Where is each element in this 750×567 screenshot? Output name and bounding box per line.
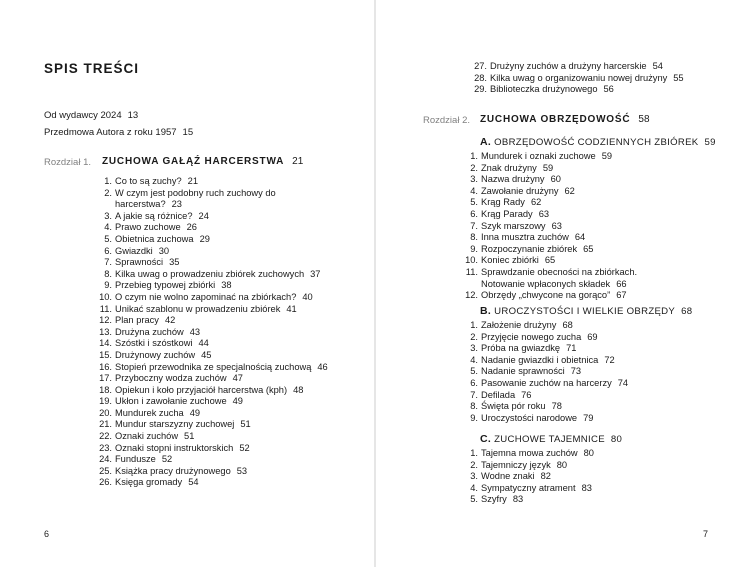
entry-number: 21.	[99, 419, 112, 430]
toc-entry[interactable]	[458, 151, 637, 163]
entry-number: 10.	[99, 291, 112, 302]
toc-entry[interactable]	[458, 494, 594, 506]
entry-page: 55	[673, 72, 684, 83]
entry-text: Tajemniczy język	[481, 459, 551, 470]
entry-number: 4.	[470, 185, 478, 196]
section-heading[interactable]	[480, 305, 692, 317]
toc-entry[interactable]	[458, 343, 628, 355]
entry-page: 51	[184, 431, 195, 442]
chapter-label: Rozdział 2.	[423, 115, 470, 126]
entry-text: Mundurek i oznaki zuchowe	[481, 151, 596, 161]
section-page: 80	[610, 434, 623, 445]
entry-number: 28.	[474, 72, 487, 83]
entry-text: Sprawdzanie obecności na zbiórkach.	[481, 266, 638, 277]
entry-page: 59	[601, 151, 613, 161]
toc-entry[interactable]	[458, 320, 628, 332]
toc-entry[interactable]	[458, 267, 637, 290]
entry-text: O czym nie wolno zapominać na zbiórkach?	[115, 291, 297, 302]
entry-text: Sprawności	[115, 257, 164, 268]
entry-text: Oznaki stopni instruktorskich	[115, 442, 234, 453]
entry-text: Próba na gwiazdkę	[481, 343, 561, 354]
entry-number: 1.	[470, 151, 478, 161]
entry-number: 24.	[99, 454, 112, 465]
section-heading[interactable]	[480, 433, 622, 445]
entry-text: Stopień przewodnika ze specjalnością zuchową	[115, 361, 312, 372]
chapter-title: ZUCHOWA GAŁĄŹ HARCERSTWA	[102, 156, 285, 167]
entry-number: 2.	[470, 331, 478, 342]
entry-page: 66	[616, 278, 627, 289]
left-page	[0, 0, 374, 567]
page-number: 6	[44, 529, 50, 539]
chapter-label: Rozdział 1.	[44, 157, 91, 168]
entry-page: 48	[293, 384, 304, 395]
entry-number: 29.	[474, 84, 487, 95]
entry-page: 47	[232, 373, 243, 384]
entry-text: Krąg Parady	[481, 208, 533, 219]
entry-text: Książka pracy drużynowego	[115, 465, 231, 476]
entry-number: 20.	[99, 407, 112, 418]
entry-number: 8.	[470, 401, 478, 412]
entry-page: 42	[164, 315, 176, 326]
toc-entry[interactable]	[92, 315, 328, 327]
entry-text: Nadanie sprawności	[481, 366, 565, 377]
section-letter: A.	[480, 136, 492, 148]
entry-text: Uroczystości narodowe	[481, 412, 578, 423]
entry-text: Fundusze	[115, 454, 156, 465]
entry-page: 29	[199, 233, 210, 244]
entry-text: A jakie są różnice?	[115, 210, 193, 221]
chapter-heading[interactable]	[480, 114, 650, 125]
entry-text: Sympatyczny atrament	[481, 482, 576, 493]
entry-number: 9.	[104, 280, 112, 291]
toc-entry-front-matter[interactable]	[44, 127, 193, 138]
toc-entry[interactable]	[92, 396, 328, 408]
entry-number: 5.	[470, 494, 478, 505]
section-title: UROCZYSTOŚCI I WIELKIE OBRZĘDY	[494, 306, 676, 317]
toc-entry[interactable]	[92, 350, 328, 362]
toc-entry[interactable]	[458, 244, 637, 256]
entry-number: 3.	[470, 471, 478, 482]
entry-page: 54	[652, 61, 663, 71]
entry-page: 80	[583, 448, 594, 458]
entry-text: Mundur starszyzny zuchowej	[115, 419, 235, 430]
toc-entry[interactable]	[92, 234, 328, 246]
section-page: 68	[681, 306, 693, 317]
entry-text: Założenie drużyny	[481, 320, 557, 330]
entry-number: 2.	[104, 187, 112, 198]
entry-text: Nadanie gwiazdki i obietnica	[481, 354, 599, 365]
toc-entry[interactable]	[458, 221, 637, 233]
entry-text: Defilada	[481, 389, 516, 400]
entry-text: Szóstki i szóstkowi	[115, 338, 193, 349]
entry-text: Rozpoczynanie zbiórek	[481, 243, 578, 254]
entry-text: Kilka uwag o organizowaniu nowej drużyny	[490, 72, 668, 83]
entry-text: Obietnica zuchowa	[115, 233, 194, 244]
entry-page: 83	[512, 494, 524, 505]
entry-page: 26	[186, 222, 197, 233]
entry-number: 7.	[104, 257, 112, 268]
right-page	[376, 0, 750, 567]
toc-entry[interactable]	[467, 61, 684, 73]
entry-text: Znak drużyny	[481, 162, 537, 173]
toc-entry[interactable]	[458, 401, 628, 413]
toc-entry[interactable]	[458, 460, 594, 472]
entry-page: 43	[189, 326, 201, 337]
entry-page: 79	[583, 412, 594, 423]
toc-entry[interactable]	[458, 471, 594, 483]
entry-text: Księga gromady	[115, 477, 183, 488]
entry-page: 76	[521, 389, 532, 400]
entry-number: 2.	[470, 459, 478, 470]
entry-number: 15.	[99, 349, 112, 360]
entry-number: 10.	[465, 255, 478, 266]
entry-page: 21	[187, 176, 199, 186]
entry-number: 2.	[470, 162, 478, 173]
toc-entry[interactable]	[458, 163, 637, 175]
toc-entry[interactable]	[92, 477, 328, 489]
entry-text: Plan pracy	[115, 315, 159, 326]
entry-text: Unikać szablonu w prowadzeniu zbiórek	[115, 303, 281, 314]
chapter-page: 58	[638, 114, 650, 125]
toc-entry[interactable]	[458, 186, 637, 198]
entry-text: Obrzędy „chwycone na gorąco”	[481, 290, 611, 301]
toc-entry[interactable]	[467, 84, 684, 96]
entry-number: 12.	[465, 290, 478, 301]
entry-page: 35	[169, 257, 180, 268]
entry-page: 40	[302, 291, 313, 302]
entry-text: Oznaki zuchów	[115, 431, 179, 442]
entry-number: 8.	[470, 232, 478, 243]
entry-text: Drużynowy zuchów	[115, 349, 196, 360]
toc-entry[interactable]	[458, 390, 628, 402]
entry-number: 9.	[470, 243, 478, 254]
entry-number: 9.	[470, 412, 478, 423]
entry-page: 65	[583, 243, 594, 254]
entry-number: 14.	[99, 338, 112, 349]
toc-entry[interactable]	[458, 332, 628, 344]
toc-entry-front-matter[interactable]	[44, 110, 138, 121]
entry-number: 6.	[104, 245, 112, 256]
section-title: OBRZĘDOWOŚĆ CODZIENNYCH ZBIÓREK	[494, 137, 699, 148]
entry-page: 38	[221, 280, 232, 291]
entry-number: 3.	[470, 174, 478, 185]
entry-number: 27.	[474, 61, 487, 71]
entry-page: 13	[127, 110, 139, 121]
chapter-1-items	[92, 176, 328, 489]
entry-text: Szyk marszowy	[481, 220, 546, 231]
entry-text: Koniec zbiórki	[481, 255, 539, 266]
entry-page: 68	[562, 320, 573, 330]
toc-entry[interactable]	[92, 431, 328, 443]
toc-entry[interactable]	[458, 355, 628, 367]
toc-entry[interactable]	[92, 327, 328, 339]
entry-page: 23	[171, 199, 182, 210]
entry-page: 67	[616, 290, 627, 301]
toc-entry[interactable]	[458, 366, 628, 378]
entry-page: 49	[232, 396, 243, 407]
entry-text: Przyjęcie nowego zucha	[481, 331, 582, 342]
entry-number: 8.	[104, 268, 112, 279]
entry-page: 71	[566, 343, 577, 354]
toc-entry[interactable]	[92, 292, 328, 304]
chapter-heading[interactable]	[102, 156, 303, 167]
entry-text: Ukłon i zawołanie zuchowe	[115, 396, 227, 407]
entry-text: Przebieg typowej zbiórki	[115, 280, 216, 291]
entry-number: 6.	[470, 377, 478, 388]
entry-page: 45	[201, 349, 212, 360]
entry-page: 52	[239, 442, 250, 453]
entry-number: 5.	[470, 366, 478, 377]
entry-page: 63	[551, 220, 562, 231]
entry-page: 60	[550, 174, 561, 185]
entry-text: Inna musztra zuchów	[481, 232, 569, 243]
entry-text: Co to są zuchy?	[115, 176, 182, 186]
entry-text: Szyfry	[481, 494, 507, 505]
page-number: 7	[703, 529, 709, 539]
entry-text: Drużyny zuchów a drużyny harcerskie	[490, 61, 647, 71]
toc-entry[interactable]	[92, 280, 328, 292]
entry-page: 41	[286, 303, 297, 314]
entry-page: 74	[617, 377, 629, 388]
entry-number: 25.	[99, 465, 112, 476]
entry-page: 62	[564, 185, 575, 196]
chapter-page: 21	[292, 156, 304, 167]
toc-entry[interactable]	[458, 255, 637, 267]
entry-text: Biblioteczka drużynowego	[490, 84, 598, 95]
toc-entry[interactable]	[458, 232, 637, 244]
toc-entry[interactable]	[458, 197, 637, 209]
entry-text: Krąg Rady	[481, 197, 525, 208]
toc-entry[interactable]	[458, 483, 594, 495]
entry-page: 82	[540, 471, 551, 482]
toc-entry[interactable]	[92, 304, 328, 316]
entry-number: 5.	[470, 197, 478, 208]
entry-page: 73	[570, 366, 582, 377]
entry-text-continuation: Notowanie wpłaconych składek	[481, 278, 611, 289]
toc-entry[interactable]	[458, 378, 628, 390]
section-letter: C.	[480, 433, 492, 445]
toc-entry[interactable]	[458, 174, 637, 186]
toc-entry[interactable]	[458, 448, 594, 460]
toc-entry[interactable]	[92, 246, 328, 258]
toc-entry[interactable]	[92, 257, 328, 269]
entry-page: 69	[587, 331, 598, 342]
toc-entry[interactable]	[458, 413, 628, 425]
toc-entry[interactable]	[92, 408, 328, 420]
toc-entry[interactable]	[92, 373, 328, 385]
entry-number: 7.	[470, 389, 478, 400]
entry-number: 6.	[470, 208, 478, 219]
section-b-items	[458, 320, 628, 424]
entry-page: 63	[538, 208, 550, 219]
toc-entry[interactable]	[92, 211, 328, 223]
entry-text-continuation: harcerstwa?	[115, 199, 166, 210]
entry-page: 37	[310, 268, 321, 279]
toc-entry[interactable]	[458, 290, 637, 302]
chapter-title: ZUCHOWA OBRZĘDOWOŚĆ	[480, 114, 631, 125]
entry-number: 23.	[99, 442, 112, 453]
entry-page: 53	[236, 465, 248, 476]
entry-text: Wodne znaki	[481, 471, 535, 482]
entry-page: 52	[161, 454, 173, 465]
entry-page: 30	[158, 245, 170, 256]
toc-entry[interactable]	[92, 338, 328, 350]
entry-page: 78	[551, 401, 562, 412]
entry-text: Prawo zuchowe	[115, 222, 181, 233]
toc-entry[interactable]	[92, 176, 328, 188]
entry-number: 17.	[99, 373, 112, 384]
toc-entry[interactable]	[92, 188, 328, 211]
entry-page: 46	[317, 361, 328, 372]
entry-text: Przedmowa Autora z roku 1957	[44, 127, 177, 138]
toc-entry[interactable]	[92, 222, 328, 234]
entry-text: Mundurek zucha	[115, 407, 184, 418]
toc-entry[interactable]	[92, 466, 328, 478]
toc-entry[interactable]	[92, 362, 328, 374]
entry-number: 4.	[470, 482, 478, 493]
entry-text: Tajemna mowa zuchów	[481, 448, 578, 458]
entry-number: 3.	[470, 343, 478, 354]
section-heading[interactable]	[480, 136, 716, 148]
entry-number: 13.	[99, 326, 112, 337]
entry-page: 59	[542, 162, 554, 173]
entry-number: 1.	[470, 448, 478, 458]
entry-number: 16.	[99, 361, 112, 372]
entry-number: 18.	[99, 384, 112, 395]
entry-number: 11.	[99, 303, 112, 314]
section-page: 59	[704, 137, 716, 148]
entry-text: Kilka uwag o prowadzeniu zbiórek zuchowych	[115, 268, 305, 279]
entry-page: 72	[604, 354, 615, 365]
toc-title: SPIS TREŚCI	[44, 61, 140, 76]
toc-entry[interactable]	[92, 385, 328, 397]
toc-entry[interactable]	[467, 73, 684, 85]
section-title: ZUCHOWE TAJEMNICE	[494, 434, 605, 445]
section-a-items	[458, 151, 637, 302]
entry-page: 62	[530, 197, 542, 208]
entry-text: Od wydawcy 2024	[44, 110, 122, 121]
entry-number: 19.	[99, 396, 112, 407]
entry-text: Pasowanie zuchów na harcerzy	[481, 377, 612, 388]
entry-text: Nazwa drużyny	[481, 174, 545, 185]
entry-number: 11.	[465, 266, 478, 277]
toc-entry[interactable]	[92, 443, 328, 455]
entry-page: 83	[581, 482, 592, 493]
entry-page: 51	[240, 419, 251, 430]
entry-page: 44	[198, 338, 209, 349]
entry-page: 80	[556, 459, 568, 470]
chapter-1-continued-items	[467, 61, 684, 96]
entry-page: 64	[574, 232, 586, 243]
entry-number: 26.	[99, 477, 112, 488]
entry-number: 3.	[104, 210, 112, 221]
toc-entry[interactable]	[92, 454, 328, 466]
entry-number: 4.	[470, 354, 478, 365]
entry-page: 24	[198, 210, 209, 221]
entry-text: Drużyna zuchów	[115, 326, 184, 337]
entry-text: Zawołanie drużyny	[481, 185, 559, 196]
section-letter: B.	[480, 305, 492, 317]
entry-text: Święta pór roku	[481, 401, 546, 412]
entry-page: 49	[189, 407, 201, 418]
entry-page: 54	[188, 477, 199, 488]
toc-entry[interactable]	[458, 209, 637, 221]
section-c-items	[458, 448, 594, 506]
entry-text: W czym jest podobny ruch zuchowy do	[115, 187, 276, 198]
entry-text: Opiekun i koło przyjaciół harcerstwa (kph)	[115, 384, 288, 395]
entry-page: 65	[544, 255, 556, 266]
entry-page: 56	[603, 84, 614, 95]
entry-text: Przyboczny wodza zuchów	[115, 373, 227, 384]
toc-entry[interactable]	[92, 269, 328, 281]
entry-number: 4.	[104, 222, 112, 233]
entry-number: 22.	[99, 431, 112, 442]
entry-page: 15	[182, 127, 194, 138]
entry-number: 5.	[104, 233, 112, 244]
entry-text: Gwiazdki	[115, 245, 153, 256]
entry-number: 7.	[470, 220, 478, 231]
entry-number: 1.	[104, 176, 112, 186]
entry-number: 1.	[470, 320, 478, 330]
entry-number: 12.	[99, 315, 112, 326]
toc-entry[interactable]	[92, 419, 328, 431]
